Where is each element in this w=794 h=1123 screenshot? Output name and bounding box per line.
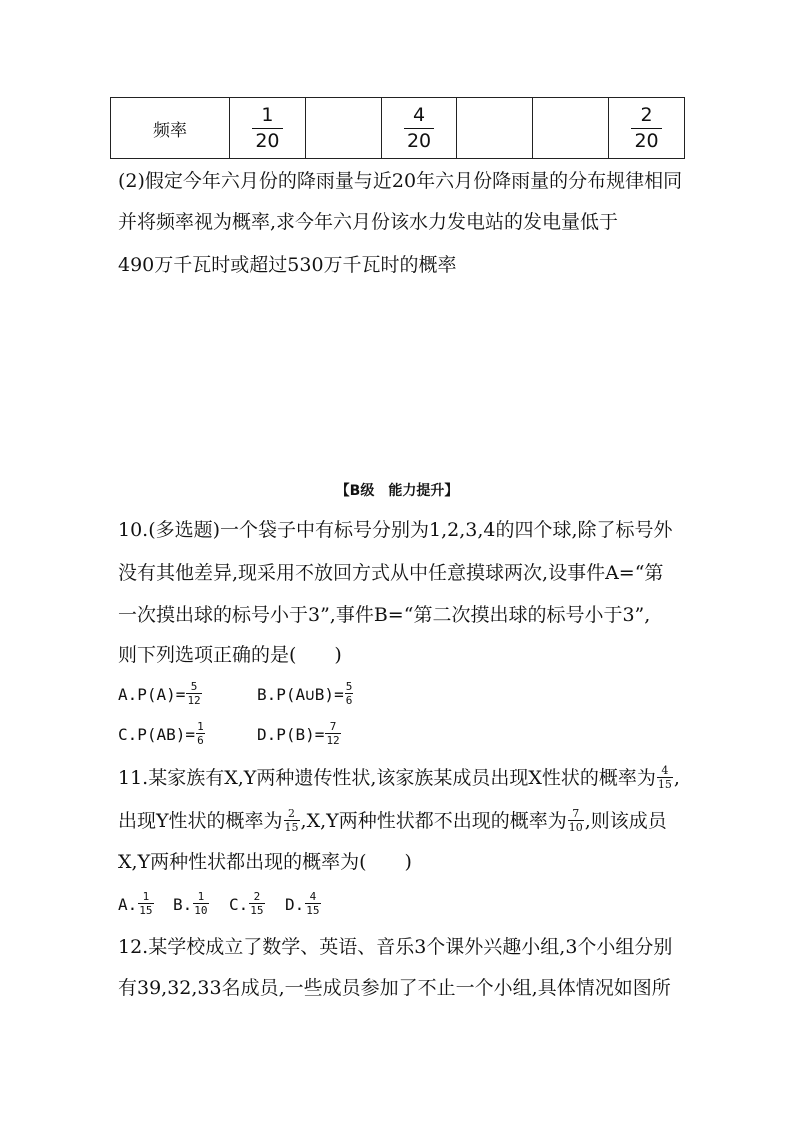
numerator: 5 xyxy=(345,680,353,693)
q10-line-4: 则下列选项正确的是( ) xyxy=(118,644,342,666)
denominator: 12 xyxy=(187,694,201,707)
frequency-table xyxy=(110,97,685,159)
table-row xyxy=(111,98,685,159)
table-cell xyxy=(381,98,457,159)
denominator: 15 xyxy=(139,904,153,917)
section-heading: 【B级 能力提升】 xyxy=(335,483,459,499)
q11-text: ,X,Y两种性状都不出现的概率为 xyxy=(300,810,567,832)
numerator: 7 xyxy=(572,806,580,820)
option-label: C.P(AB)= xyxy=(118,725,196,744)
option-label: B.P(A∪B)= xyxy=(257,685,344,704)
q11-text: , xyxy=(673,767,680,789)
fraction xyxy=(305,891,320,916)
denominator: 6 xyxy=(345,694,353,707)
q11-option-a xyxy=(118,890,155,918)
option-label: D. xyxy=(285,895,305,914)
denominator: 15 xyxy=(657,777,672,791)
numerator: 1 xyxy=(197,890,205,903)
numerator: 5 xyxy=(190,680,198,693)
denominator: 20 xyxy=(404,128,434,151)
option-label: A.P(A)= xyxy=(118,685,186,704)
q12-line-2: 有39,32,33名成员,一些成员参加了不止一个小组,具体情况如图所 xyxy=(118,977,671,999)
numerator: 1 xyxy=(197,720,204,733)
option-label: B. xyxy=(173,895,193,914)
denominator: 10 xyxy=(568,820,583,834)
table-cell xyxy=(609,98,685,159)
denominator: 12 xyxy=(326,734,340,747)
fraction xyxy=(325,721,340,746)
option-label: A. xyxy=(118,895,138,914)
fraction xyxy=(284,808,300,833)
q10-line-2: 没有其他差异,现采用不放回方式从中任意摸球两次,设事件A=“第 xyxy=(118,562,664,584)
fraction xyxy=(196,721,205,746)
table-cell xyxy=(533,98,609,159)
q11-text: 出现Y性状的概率为 xyxy=(118,810,283,832)
table-cell xyxy=(457,98,533,159)
numerator: 4 xyxy=(309,890,317,903)
denominator: 15 xyxy=(250,904,264,917)
q10-line-3: 一次摸出球的标号小于3”,事件B=“第二次摸出球的标号小于3”, xyxy=(118,604,651,626)
numerator: 4 xyxy=(413,103,426,126)
row-header: 频率 xyxy=(111,98,230,159)
q10-line-1: 10.(多选题)一个袋子中有标号分别为1,2,3,4的四个球,除了标号外 xyxy=(118,519,673,541)
part2-line-2: 并将频率视为概率,求今年六月份该水力发电站的发电量低于 xyxy=(118,211,619,233)
part2-line-3: 490万千瓦时或超过530万千瓦时的概率 xyxy=(118,254,457,276)
q11-option-c xyxy=(229,890,266,918)
table-cell xyxy=(230,98,306,159)
q10-option-c xyxy=(118,720,206,748)
q11-option-d xyxy=(285,890,322,918)
fraction xyxy=(631,103,661,152)
fraction xyxy=(252,103,282,152)
q10-option-b xyxy=(257,680,354,708)
q10-option-d xyxy=(257,720,342,748)
fraction xyxy=(568,808,584,833)
numerator: 2 xyxy=(640,103,653,126)
q11-text: 11.某家族有X,Y两种遗传性状,该家族某成员出现X性状的概率为 xyxy=(118,767,656,789)
numerator: 2 xyxy=(288,806,296,820)
fraction xyxy=(138,891,153,916)
option-label: C. xyxy=(229,895,249,914)
fraction xyxy=(404,103,434,152)
denominator: 15 xyxy=(306,904,320,917)
numerator: 1 xyxy=(261,103,274,126)
part2-line-1: (2)假定今年六月份的降雨量与近20年六月份降雨量的分布规律相同 xyxy=(118,170,683,192)
q11-text: ,则该成员 xyxy=(584,810,667,832)
q10-option-a xyxy=(118,680,203,708)
q12-line-1: 12.某学校成立了数学、英语、音乐3个课外兴趣小组,3个小组分别 xyxy=(118,936,673,958)
numerator: 7 xyxy=(329,720,337,733)
fraction xyxy=(345,681,354,706)
numerator: 1 xyxy=(142,890,150,903)
denominator: 15 xyxy=(284,820,299,834)
denominator: 20 xyxy=(252,128,282,151)
q11-option-b xyxy=(173,890,210,918)
numerator: 4 xyxy=(661,763,669,777)
denominator: 10 xyxy=(194,904,208,917)
fraction xyxy=(657,765,673,790)
fraction xyxy=(249,891,264,916)
q11-line-1 xyxy=(118,765,680,792)
fraction xyxy=(186,681,201,706)
table-cell xyxy=(305,98,381,159)
fraction xyxy=(193,891,208,916)
q11-line-2 xyxy=(118,808,667,835)
denominator: 6 xyxy=(197,734,204,747)
q11-line-3: X,Y两种性状都出现的概率为( ) xyxy=(118,851,412,873)
numerator: 2 xyxy=(253,890,261,903)
option-label: D.P(B)= xyxy=(257,725,325,744)
denominator: 20 xyxy=(631,128,661,151)
